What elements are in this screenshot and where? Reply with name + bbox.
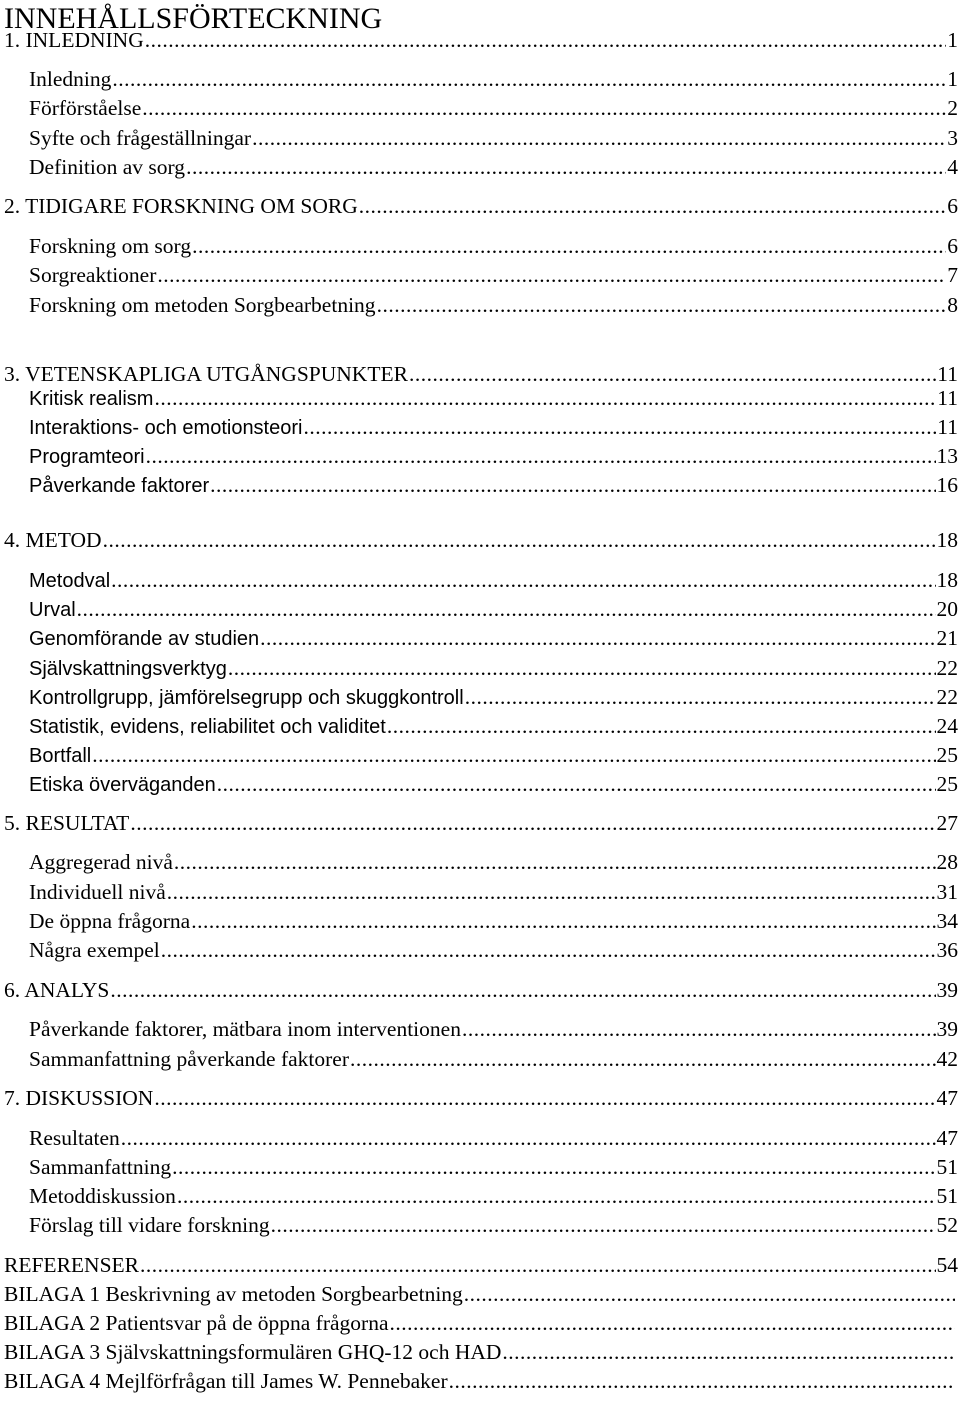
toc-section-entry[interactable]	[4, 977, 958, 1003]
toc-page-number: 11	[937, 362, 958, 386]
toc-subsection-entry[interactable]	[29, 1125, 958, 1151]
toc-entry-label: 2. TIDIGARE FORSKNING OM SORG	[4, 194, 358, 218]
toc-section-entry[interactable]	[4, 27, 958, 53]
toc-entry-label: Genomförande av studien	[29, 628, 260, 650]
toc-entry-label: Programteori	[29, 446, 145, 468]
toc-subsection-entry[interactable]	[29, 262, 958, 288]
toc-section-entry[interactable]	[4, 193, 958, 219]
toc-dot-leader	[110, 977, 935, 1003]
toc-subsection-entry[interactable]	[29, 849, 958, 875]
toc-dot-leader	[111, 567, 935, 593]
toc-dot-leader	[157, 262, 946, 288]
toc-page-number: 36	[936, 938, 958, 962]
toc-dot-leader	[260, 625, 935, 651]
toc-dot-leader	[502, 1339, 955, 1365]
toc-entry-label: Påverkande faktorer	[29, 475, 210, 497]
toc-dot-leader	[449, 1368, 955, 1394]
toc-page-number: 42	[936, 1047, 958, 1071]
toc-dot-leader	[146, 443, 936, 469]
toc-dot-leader	[177, 1183, 936, 1209]
toc-entry-label: BILAGA 3 Självskattningsformulären GHQ-12 och HAD	[4, 1340, 502, 1364]
toc-page-number: 39	[936, 978, 958, 1002]
toc-entry-label: Kontrollgrupp, jämförelsegrupp och skuggkontroll	[29, 687, 464, 709]
toc-dot-leader	[154, 1085, 935, 1111]
toc-entry-label: Påverkande faktorer, mätbara inom interventionen	[29, 1017, 461, 1041]
toc-dot-leader	[210, 472, 935, 498]
toc-page-number: 4	[947, 155, 958, 179]
toc-entry-label: Definition av sorg	[29, 155, 186, 179]
toc-page-number: 25	[936, 772, 958, 796]
toc-dot-leader	[303, 414, 936, 440]
toc-subsection-entry[interactable]	[29, 567, 958, 593]
toc-entry-label: Aggregerad nivå	[29, 850, 173, 874]
toc-entry-label: 5. RESULTAT	[4, 811, 130, 835]
toc-subsection-entry[interactable]	[29, 95, 958, 121]
toc-dot-leader	[409, 361, 936, 387]
toc-dot-leader	[465, 684, 936, 710]
toc-section-entry[interactable]	[4, 1310, 956, 1336]
toc-page-number: 1	[947, 67, 958, 91]
toc-section-entry[interactable]	[4, 1252, 958, 1278]
toc-dot-leader	[140, 1252, 936, 1278]
toc-entry-label: Urval	[29, 599, 76, 621]
toc-entry-label: 3. VETENSKAPLIGA UTGÅNGSPUNKTER	[4, 362, 408, 386]
toc-page-number: 1	[947, 28, 958, 52]
toc-dot-leader	[217, 771, 936, 797]
toc-page-number: 11	[937, 386, 958, 410]
toc-page-number: 51	[936, 1155, 958, 1179]
toc-section-entry[interactable]	[4, 1281, 956, 1307]
toc-dot-leader	[142, 95, 946, 121]
toc-subsection-entry[interactable]	[29, 1212, 958, 1238]
toc-entry-label: Sammanfattning	[29, 1155, 172, 1179]
toc-dot-leader	[103, 527, 936, 553]
toc-subsection-entry[interactable]	[29, 154, 958, 180]
toc-subsection-entry[interactable]	[29, 684, 958, 710]
toc-entry-label: 4. METOD	[4, 528, 102, 552]
toc-page-number: 7	[947, 263, 958, 287]
toc-page-number: 28	[936, 850, 958, 874]
toc-entry-label: Sammanfattning påverkande faktorer	[29, 1047, 349, 1071]
toc-subsection-entry[interactable]	[29, 908, 958, 934]
toc-entry-label: Forskning om metoden Sorgbearbetning	[29, 293, 376, 317]
toc-dot-leader	[167, 879, 936, 905]
toc-entry-label: Förförståelse	[29, 96, 142, 120]
toc-page-number: 47	[936, 1126, 958, 1150]
toc-dot-leader	[387, 713, 936, 739]
toc-dot-leader	[174, 849, 936, 875]
toc-dot-leader	[192, 233, 946, 259]
toc-entry-label: 6. ANALYS	[4, 978, 110, 1002]
toc-subsection-entry[interactable]	[29, 1183, 958, 1209]
toc-entry-label: 1. INLEDNING	[4, 28, 144, 52]
toc-dot-leader	[359, 193, 946, 219]
toc-section-entry[interactable]	[4, 1368, 956, 1394]
toc-page-number: 2	[947, 96, 958, 120]
toc-page-number: 25	[936, 743, 958, 767]
toc-subsection-entry[interactable]	[29, 292, 958, 318]
toc-entry-label: Resultaten	[29, 1126, 120, 1150]
toc-dot-leader	[77, 596, 936, 622]
toc-title: INNEHÅLLSFÖRTECKNING	[4, 2, 383, 35]
toc-page-number: 24	[936, 714, 958, 738]
toc-entry-label: Sorgreaktioner	[29, 263, 157, 287]
toc-entry-label: 7. DISKUSSION	[4, 1086, 154, 1110]
toc-subsection-entry[interactable]	[29, 1154, 958, 1180]
toc-subsection-entry[interactable]	[29, 233, 958, 259]
toc-subsection-entry[interactable]	[29, 713, 958, 739]
toc-entry-label: Några exempel	[29, 938, 160, 962]
toc-page-number: 13	[936, 444, 958, 468]
toc-subsection-entry[interactable]	[29, 742, 958, 768]
toc-entry-label: De öppna frågorna	[29, 909, 191, 933]
toc-entry-label: Förslag till vidare forskning	[29, 1213, 270, 1237]
toc-subsection-entry[interactable]	[29, 66, 958, 92]
toc-dot-leader	[228, 655, 936, 681]
toc-entry-label: Individuell nivå	[29, 880, 166, 904]
toc-dot-leader	[130, 810, 935, 836]
toc-section-entry[interactable]	[4, 361, 958, 387]
toc-page-number: 16	[936, 473, 958, 497]
toc-page-number: 20	[936, 597, 958, 621]
toc-dot-leader	[145, 27, 947, 53]
toc-dot-leader	[112, 66, 946, 92]
toc-dot-leader	[186, 154, 946, 180]
toc-page-number: 21	[936, 626, 958, 650]
toc-entry-label: Forskning om sorg	[29, 234, 192, 258]
toc-dot-leader	[350, 1046, 936, 1072]
toc-entry-label: Metodval	[29, 570, 111, 592]
toc-page-number: 34	[936, 909, 958, 933]
toc-subsection-entry[interactable]	[29, 771, 958, 797]
toc-subsection-entry[interactable]	[29, 625, 958, 651]
toc-subsection-entry[interactable]	[29, 414, 958, 440]
toc-page-number: 8	[947, 293, 958, 317]
toc-section-entry[interactable]	[4, 527, 958, 553]
toc-entry-label: BILAGA 2 Patientsvar på de öppna frågorna	[4, 1311, 389, 1335]
toc-section-entry[interactable]	[4, 810, 958, 836]
toc-dot-leader	[161, 937, 936, 963]
toc-entry-label: Interaktions- och emotionsteori	[29, 417, 303, 439]
toc-page-number: 51	[936, 1184, 958, 1208]
toc-dot-leader	[377, 292, 947, 318]
toc-page-number: 22	[936, 656, 958, 680]
toc-subsection-entry[interactable]	[29, 937, 958, 963]
toc-subsection-entry[interactable]	[29, 472, 958, 498]
toc-dot-leader	[271, 1212, 936, 1238]
toc-section-entry[interactable]	[4, 1339, 956, 1365]
toc-dot-leader	[191, 908, 935, 934]
toc-entry-label: REFERENSER	[4, 1253, 139, 1277]
toc-entry-label: Syfte och frågeställningar	[29, 126, 252, 150]
toc-subsection-entry[interactable]	[29, 1016, 958, 1042]
toc-section-entry[interactable]	[4, 1085, 958, 1111]
toc-page-number: 54	[936, 1253, 958, 1277]
toc-page-number: 39	[936, 1017, 958, 1041]
toc-page-number: 6	[947, 194, 958, 218]
toc-subsection-entry[interactable]	[29, 596, 958, 622]
toc-dot-leader	[92, 742, 935, 768]
toc-dot-leader	[390, 1310, 955, 1336]
toc-page-number: 31	[936, 880, 958, 904]
toc-page-number: 11	[937, 415, 958, 439]
toc-entry-label: Bortfall	[29, 745, 92, 767]
toc-subsection-entry[interactable]	[29, 655, 958, 681]
toc-page-number: 22	[936, 685, 958, 709]
toc-dot-leader	[154, 385, 936, 411]
toc-page-number: 18	[936, 568, 958, 592]
toc-page-number: 3	[947, 126, 958, 150]
toc-page-number: 6	[947, 234, 958, 258]
toc-subsection-entry[interactable]	[29, 879, 958, 905]
toc-subsection-entry[interactable]	[29, 385, 958, 411]
toc-page-number: 52	[936, 1213, 958, 1237]
toc-page-number: 47	[936, 1086, 958, 1110]
toc-entry-label: Inledning	[29, 67, 112, 91]
toc-dot-leader	[252, 125, 946, 151]
toc-entry-label: Etiska överväganden	[29, 774, 216, 796]
toc-dot-leader	[462, 1016, 936, 1042]
toc-dot-leader	[121, 1125, 936, 1151]
toc-subsection-entry[interactable]	[29, 125, 958, 151]
toc-subsection-entry[interactable]	[29, 1046, 958, 1072]
toc-entry-label: Självskattningsverktyg	[29, 658, 227, 680]
toc-page-number: 18	[936, 528, 958, 552]
toc-subsection-entry[interactable]	[29, 443, 958, 469]
toc-dot-leader	[172, 1154, 935, 1180]
toc-dot-leader	[464, 1281, 955, 1307]
toc-entry-label: BILAGA 1 Beskrivning av metoden Sorgbearbetning	[4, 1282, 463, 1306]
toc-page-number: 27	[936, 811, 958, 835]
toc-entry-label: Kritisk realism	[29, 388, 154, 410]
toc-entry-label: Statistik, evidens, reliabilitet och validitet	[29, 716, 386, 738]
toc-entry-label: BILAGA 4 Mejlförfrågan till James W. Pennebaker	[4, 1369, 448, 1393]
toc-entry-label: Metoddiskussion	[29, 1184, 176, 1208]
